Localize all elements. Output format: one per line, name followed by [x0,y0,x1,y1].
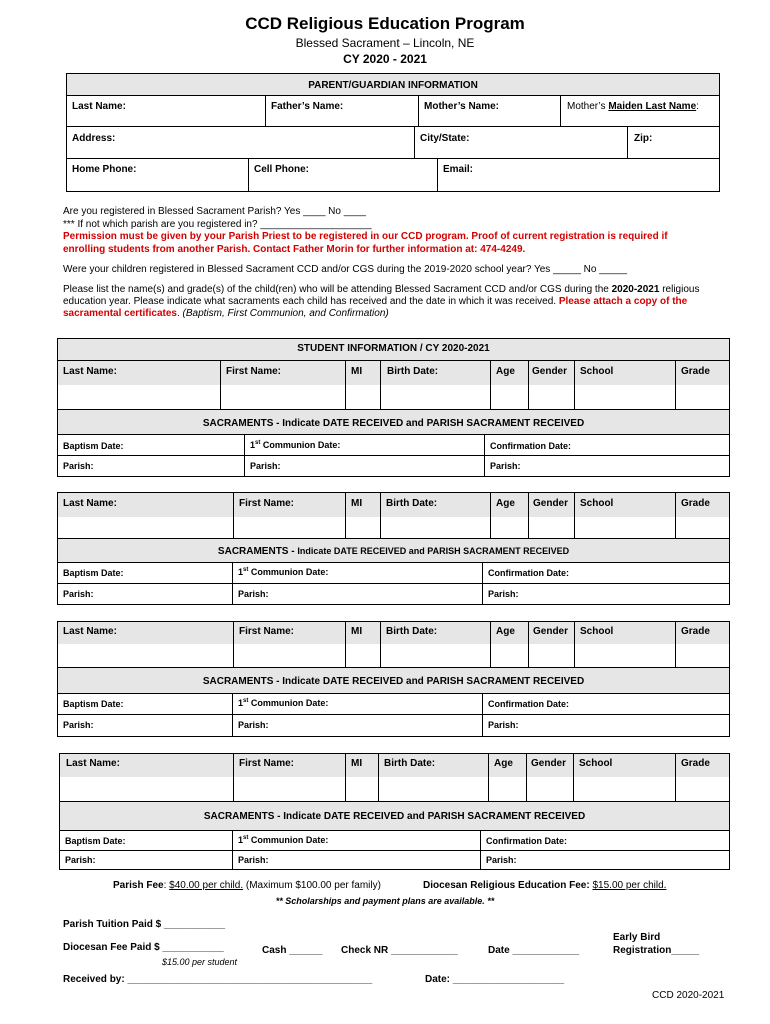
student-gender-field[interactable]: Gender [533,498,569,509]
prior-year-question: Were your children registered in Blessed Sacrament CCD and/or CGS during the 2019-2020 school year? Yes _____ No _____ [63,264,628,275]
communion-date-field[interactable]: 1st Communion Date: [238,835,329,845]
baptism-parish-field[interactable]: Parish: [65,855,96,865]
student-grade-field[interactable]: Grade [681,758,710,769]
permission-note-line1: Permission must be given by your Parish Priest to be registered in our CCD program. Proof of current registration is required if [63,231,668,242]
student-last-name-field[interactable]: Last Name: [63,366,117,377]
list-children-line1: Please list the name(s) and grade(s) of the child(ren) who will be attending Blessed Sacrament CCD and/or CGS during the 2020-2021 religious [63,284,700,295]
student-age-field[interactable]: Age [496,366,515,377]
student-age-field[interactable]: Age [494,758,513,769]
parish-fee-text: Parish Fee: $40.00 per child. (Maximum $100.00 per family) [113,880,381,891]
city-state-field[interactable]: City/State: [420,133,470,144]
check-number-field[interactable]: Check NR ____________ [341,945,458,956]
baptism-date-field[interactable]: Baptism Date: [63,568,124,578]
communion-parish-field[interactable]: Parish: [238,855,269,865]
student-birth-date-field[interactable]: Birth Date: [386,626,438,637]
communion-parish-field[interactable]: Parish: [238,720,269,730]
list-children-line2: education year. Please indicate what sacraments each child has received and the date in which it was received. Please attach a copy of the [63,296,688,307]
confirmation-parish-field[interactable]: Parish: [488,720,519,730]
student-grade-field[interactable]: Grade [681,626,710,637]
student-school-field[interactable]: School [580,366,614,377]
confirmation-date-field[interactable]: Confirmation Date: [488,699,569,709]
baptism-parish-field[interactable]: Parish: [63,461,94,471]
baptism-date-field[interactable]: Baptism Date: [65,836,126,846]
received-by-field[interactable]: Received by: ____________________________________________ [63,974,373,985]
early-bird-registration-field[interactable]: Registration_____ [613,945,700,956]
mothers-name-field[interactable]: Mother’s Name: [424,101,500,112]
early-bird-label: Early Bird [613,932,661,943]
communion-parish-field[interactable]: Parish: [250,461,281,471]
sacraments-heading: SACRAMENTS - Indicate DATE RECEIVED and PARISH SACRAMENT RECEIVED [217,546,570,557]
student-age-field[interactable]: Age [496,498,515,509]
student-grade-field[interactable]: Grade [681,366,710,377]
student-first-name-field[interactable]: First Name: [239,626,295,637]
student-info-heading: STUDENT INFORMATION / CY 2020-2021 [297,343,490,354]
zip-field[interactable]: Zip: [634,133,653,144]
diocesan-fee-text: Diocesan Religious Education Fee: $15.00 per child. [423,880,667,891]
cell-phone-field[interactable]: Cell Phone: [254,164,310,175]
student-birth-date-field[interactable]: Birth Date: [384,758,436,769]
email-field[interactable]: Email: [443,164,474,175]
communion-date-field[interactable]: 1st Communion Date: [238,698,329,708]
student-gender-field[interactable]: Gender [532,366,568,377]
confirmation-date-field[interactable]: Confirmation Date: [490,441,571,451]
confirmation-parish-field[interactable]: Parish: [490,461,521,471]
tuition-paid-field[interactable]: Parish Tuition Paid $ ___________ [63,919,226,930]
baptism-parish-field[interactable]: Parish: [63,720,94,730]
parent-last-name-field[interactable]: Last Name: [72,101,126,112]
student-gender-field[interactable]: Gender [531,758,567,769]
confirmation-date-field[interactable]: Confirmation Date: [488,568,569,578]
diocesan-fee-paid-field[interactable]: Diocesan Fee Paid $ ___________ [63,942,224,953]
student-first-name-field[interactable]: First Name: [239,498,295,509]
student-grade-field[interactable]: Grade [681,498,710,509]
student-mi-field[interactable]: MI [351,758,363,769]
student-last-name-field[interactable]: Last Name: [66,758,120,769]
sacraments-heading: SACRAMENTS - Indicate DATE RECEIVED and PARISH SACRAMENT RECEIVED [202,676,585,687]
sacraments-heading: SACRAMENTS - Indicate DATE RECEIVED and PARISH SACRAMENT RECEIVED [202,418,585,429]
student-mi-field[interactable]: MI [351,626,363,637]
cash-field[interactable]: Cash ______ [262,945,323,956]
home-phone-field[interactable]: Home Phone: [72,164,137,175]
student-last-name-field[interactable]: Last Name: [63,626,117,637]
footer-text: CCD 2020-2021 [652,990,725,1001]
student-gender-field[interactable]: Gender [533,626,569,637]
other-parish-question: *** If not which parish are you registered in? ____________________ [63,219,372,230]
baptism-parish-field[interactable]: Parish: [63,589,94,599]
scholarships-note: ** Scholarships and payment plans are available. ** [275,896,495,906]
student-last-name-field[interactable]: Last Name: [63,498,117,509]
page-title: CCD Religious Education Program [245,14,525,33]
confirmation-date-field[interactable]: Confirmation Date: [486,836,567,846]
fathers-name-field[interactable]: Father’s Name: [271,101,344,112]
student-school-field[interactable]: School [579,758,613,769]
address-field[interactable]: Address: [72,133,116,144]
student-mi-field[interactable]: MI [351,498,363,509]
per-student-note: $15.00 per student [162,957,238,967]
communion-date-field[interactable]: 1st Communion Date: [238,567,329,577]
mothers-maiden-name-field[interactable]: Mother’s Maiden Last Name: [567,101,699,112]
baptism-date-field[interactable]: Baptism Date: [63,441,124,451]
communion-parish-field[interactable]: Parish: [238,589,269,599]
student-mi-field[interactable]: MI [351,366,363,377]
student-birth-date-field[interactable]: Birth Date: [387,366,439,377]
page-year: CY 2020 - 2021 [343,52,427,66]
list-children-line3: sacramental certificates. (Baptism, First Communion, and Confirmation) [63,308,389,319]
student-school-field[interactable]: School [580,626,614,637]
registered-question: Are you registered in Blessed Sacrament Parish? Yes ____ No ____ [63,206,366,217]
permission-note-line2: enrolling students from another Parish. Contact Father Morin for further information at: 474-4249. [63,244,526,255]
received-date-field[interactable]: Date: ____________________ [425,974,565,985]
student-age-field[interactable]: Age [496,626,515,637]
page-subtitle: Blessed Sacrament – Lincoln, NE [295,36,475,50]
communion-date-field[interactable]: 1st Communion Date: [250,440,341,450]
baptism-date-field[interactable]: Baptism Date: [63,699,124,709]
student-school-field[interactable]: School [580,498,614,509]
sacraments-heading: SACRAMENTS - Indicate DATE RECEIVED and PARISH SACRAMENT RECEIVED [203,811,586,822]
student-first-name-field[interactable]: First Name: [226,366,282,377]
confirmation-parish-field[interactable]: Parish: [486,855,517,865]
student-birth-date-field[interactable]: Birth Date: [386,498,438,509]
payment-date-field[interactable]: Date ____________ [488,945,580,956]
parent-info-heading: PARENT/GUARDIAN INFORMATION [308,80,478,91]
confirmation-parish-field[interactable]: Parish: [488,589,519,599]
student-first-name-field[interactable]: First Name: [239,758,295,769]
